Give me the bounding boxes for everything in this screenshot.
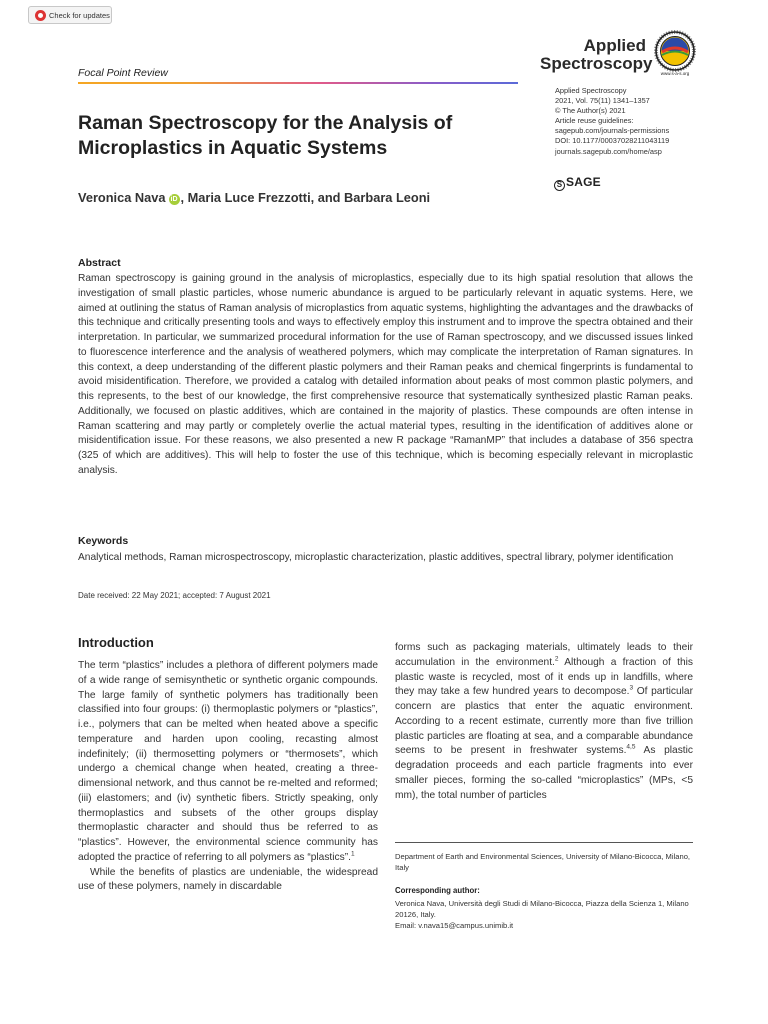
society-seal-icon bbox=[652, 30, 698, 76]
meta-copyright: © The Author(s) 2021 bbox=[555, 106, 626, 116]
article-title: Raman Spectroscopy for the Analysis of Microplastics in Aquatic Systems bbox=[78, 112, 453, 159]
ref-2[interactable]: 2 bbox=[554, 655, 559, 663]
footnote-divider bbox=[395, 842, 693, 843]
header-gradient-rule bbox=[78, 82, 518, 84]
keywords-text: Analytical methods, Raman microspectroscopy, microplastic characterization, plastic additives, spectral library, polymer identification bbox=[78, 552, 674, 563]
update-badge-icon bbox=[35, 10, 46, 21]
intro-right-text-a: forms such as packaging materials, ultimately leads to their accumulation in the environment. bbox=[395, 642, 693, 668]
intro-right-text-b: Although a fraction of this plastic waste is recycled, most of it ends up in landfills, where they may take a few hundred years to decompose. bbox=[395, 656, 694, 698]
intro-right-text-d: As plastic degradation proceeds and each particle fragments into ever smaller pieces, forming the so-called “microplastics” (MPs, <5 mm), the total number of particles bbox=[395, 745, 693, 801]
journal-name-line1: Applied bbox=[583, 36, 646, 55]
article-type-label: Focal Point Review bbox=[78, 67, 168, 79]
meta-homepage-link[interactable]: journals.sagepub.com/home/asp bbox=[555, 146, 662, 156]
meta-permissions-link[interactable]: sagepub.com/journals-permissions bbox=[555, 126, 670, 136]
intro-right-text-c: Of particular concern are plastics that enter the aquatic environment. According to a recent estimate, currently more than five trillion plastic particles are floating at sea, and a comparable abundance seems to be present in freshwater systems. bbox=[395, 686, 693, 757]
corresponding-author-block bbox=[395, 898, 695, 931]
corresponding-author-address: Veronica Nava, Università degli Studi di Milano-Bicocca, Piazza della Scienza 1, Milano 20126, Italy. bbox=[395, 899, 689, 919]
journal-name-line2: Spectroscopy bbox=[540, 54, 653, 73]
ref-3[interactable]: 3 bbox=[629, 684, 634, 692]
intro-left-column bbox=[78, 659, 378, 895]
abstract-heading: Abstract bbox=[78, 257, 121, 269]
meta-volume: 2021, Vol. 75(11) 1341–1357 bbox=[555, 96, 650, 106]
meta-journal: Applied Spectroscopy bbox=[555, 86, 627, 95]
journal-name bbox=[540, 36, 653, 73]
sage-s-icon: S bbox=[554, 180, 565, 191]
author-list bbox=[78, 190, 430, 205]
publisher-name: SAGE bbox=[566, 175, 601, 189]
orcid-icon[interactable]: iD bbox=[170, 196, 178, 203]
co-authors: , Maria Luce Frezzotti, and Barbara Leoni bbox=[180, 190, 431, 205]
meta-doi[interactable]: DOI: 10.1177/00037028211043119 bbox=[555, 136, 670, 146]
dates-line: Date received: 22 May 2021; accepted: 7 August 2021 bbox=[78, 591, 271, 600]
seal-url-text: www.s-a-s.org bbox=[660, 71, 690, 76]
corresponding-author-email[interactable]: Email: v.nava15@campus.unimib.it bbox=[395, 921, 514, 930]
introduction-heading: Introduction bbox=[78, 635, 154, 650]
intro-paragraph-1 bbox=[78, 659, 378, 866]
intro-paragraph-2: While the benefits of plastics are undeniable, the widespread use of these polymers, namely in discardable bbox=[78, 866, 378, 893]
ref-4-5[interactable]: 4,5 bbox=[626, 743, 636, 751]
check-for-updates-button[interactable] bbox=[28, 6, 112, 24]
ref-1[interactable]: 1 bbox=[350, 850, 355, 858]
corresponding-author-heading: Corresponding author: bbox=[395, 886, 480, 895]
first-author: Veronica Nava bbox=[78, 190, 166, 205]
publisher-logo bbox=[554, 175, 601, 191]
check-for-updates-label: Check for updates bbox=[49, 11, 110, 20]
affiliation-text: Department of Earth and Environmental Sciences, University of Milano-Bicocca, Milano, Italy bbox=[395, 852, 691, 872]
journal-metadata bbox=[555, 86, 745, 157]
meta-reuse: Article reuse guidelines: bbox=[555, 116, 634, 126]
keywords-heading: Keywords bbox=[78, 535, 129, 547]
intro-right-column bbox=[395, 641, 693, 803]
intro-p1-text: The term “plastics” includes a plethora of different polymers made of a wide range of semisynthetic or synthetic organic compounds. The large family of synthetic polymers has traditionally been classified into four groups: (i) thermoplastic polymers or “plastics”, i.e., polymers that can be melted when heated above a specific temperature and harden upon cooling, recasting almost indefinitely; (ii) thermosetting polymers or “thermosets”, which undergo a chemical change when heated, creating a three-dimensional network, and thus cannot be re-melted and reformed; (iii) elastomers; and (iv) synthetic fibers. Strictly speaking, only thermoplastics and subsets of the other groups display thermoplastic character and should thus be referred to as “plastics”. However, the environmental science community has adopted the practice of referring to all polymers as “plastics”. bbox=[78, 660, 378, 863]
abstract-text: Raman spectroscopy is gaining ground in the analysis of microplastics, especially due to its high spatial resolution that allows the investigation of small plastic particles, whose numeric abundance is argued to be particularly relevant in aquatic systems. Here, we aimed at outlining the status of Raman analysis of microplastics from aquatic systems, highlighting the advantages and the drawbacks of this technique and critically presenting tools and ways to effectively employ this instrument and to improve the spectra obtained and their interpretation. In particular, we summarized procedural information for the use of Raman spectroscopy, and we discussed issues linked to fluorescence interference and the analysis of weathered polymers, which may complicate the interpretation of Raman signatures. In this context, a deep understanding of the different plastic polymers and their Raman peaks and chemical fingerprints is fundamental to avoid misidentification. Therefore, we provided a catalog with detailed information about peaks of most common plastic polymers, and this represents, to the best of our knowledge, the first comprehensive resource that systematically synthesized plastic Raman peaks. Additionally, we focused on plastic additives, which are contained in the majority of plastics. These compounds are often intense in Raman scattering and may partly or completely overlie the actual material types, resulting in the identification of additives alone or misidentification issue. For these reasons, we also presented a new R package “RamanMP” that includes a database of 356 spectra (325 of which are additives). This will help to foster the use of this technique, which is becoming especially relevant in microplastic analysis. bbox=[78, 273, 693, 476]
